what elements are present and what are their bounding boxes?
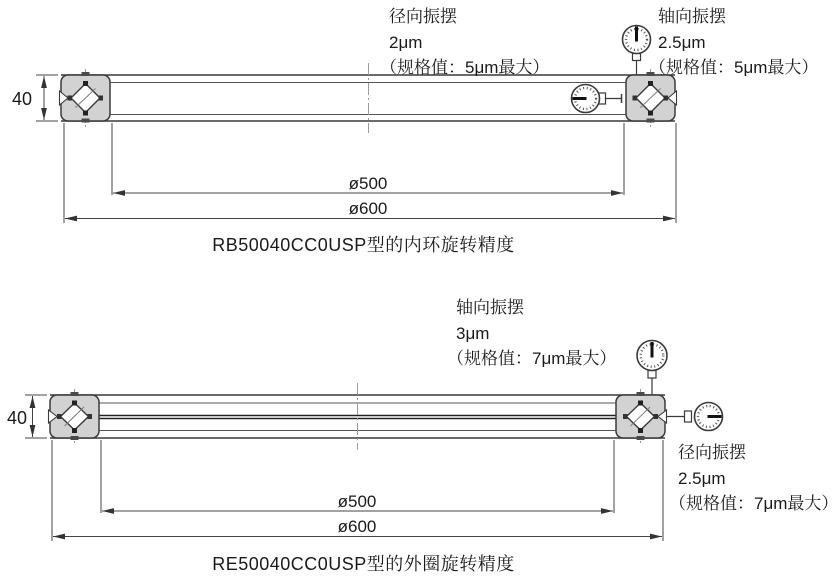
radial-runout-value: 2.5μm	[678, 468, 726, 488]
section-width-dimension-top: 40	[11, 89, 33, 109]
bearing-bottom-left-cross-section	[49, 389, 100, 445]
radial-runout-label: 径向振摆	[389, 7, 457, 26]
bearing-bottom-right-cross-section	[616, 389, 667, 445]
axial-runout-label: 轴向振摆	[658, 7, 726, 26]
axial-runout-label: 轴向振摆	[456, 298, 524, 317]
annotation-axial-runout-top	[649, 4, 819, 81]
radial-runout-value: 2μm	[389, 32, 423, 52]
bearing-top-left-cross-section	[60, 69, 111, 127]
bearing-bottom-ring-side-view	[50, 383, 665, 450]
dial-gauge-radial-bottom-icon	[666, 403, 723, 431]
section-width-dimension-bottom: 40	[6, 408, 28, 428]
radial-runout-spec: （规格值：5μm最大）	[380, 58, 550, 77]
dial-gauge-axial-bottom-icon	[637, 341, 667, 395]
bore-diameter-dimension-bottom: ø500	[337, 492, 377, 511]
annotation-radial-runout-top	[380, 4, 550, 81]
axial-runout-spec: （规格值：7μm最大）	[447, 349, 617, 368]
annotation-axial-runout-bottom	[447, 295, 617, 372]
diagram-title-bottom: RE50040CC0USP型的外圈旋转精度	[212, 554, 515, 574]
diagram-title-top: RB50040CC0USP型的内环旋转精度	[212, 235, 515, 255]
axial-runout-spec: （规格值：5μm最大）	[649, 58, 819, 77]
dial-gauge-radial-top-icon	[572, 85, 622, 113]
bore-diameter-dimension-top: ø500	[348, 174, 388, 193]
outer-diameter-dimension-top: ø600	[348, 199, 388, 218]
radial-runout-label: 径向振摆	[678, 443, 746, 462]
axial-runout-value: 3μm	[456, 323, 490, 343]
axial-runout-value: 2.5μm	[658, 32, 706, 52]
annotation-radial-runout-bottom	[669, 440, 839, 517]
outer-diameter-dimension-bottom: ø600	[337, 517, 377, 536]
dial-gauge-axial-top-icon	[623, 26, 651, 75]
radial-runout-spec: （规格值：7μm最大）	[669, 494, 839, 513]
